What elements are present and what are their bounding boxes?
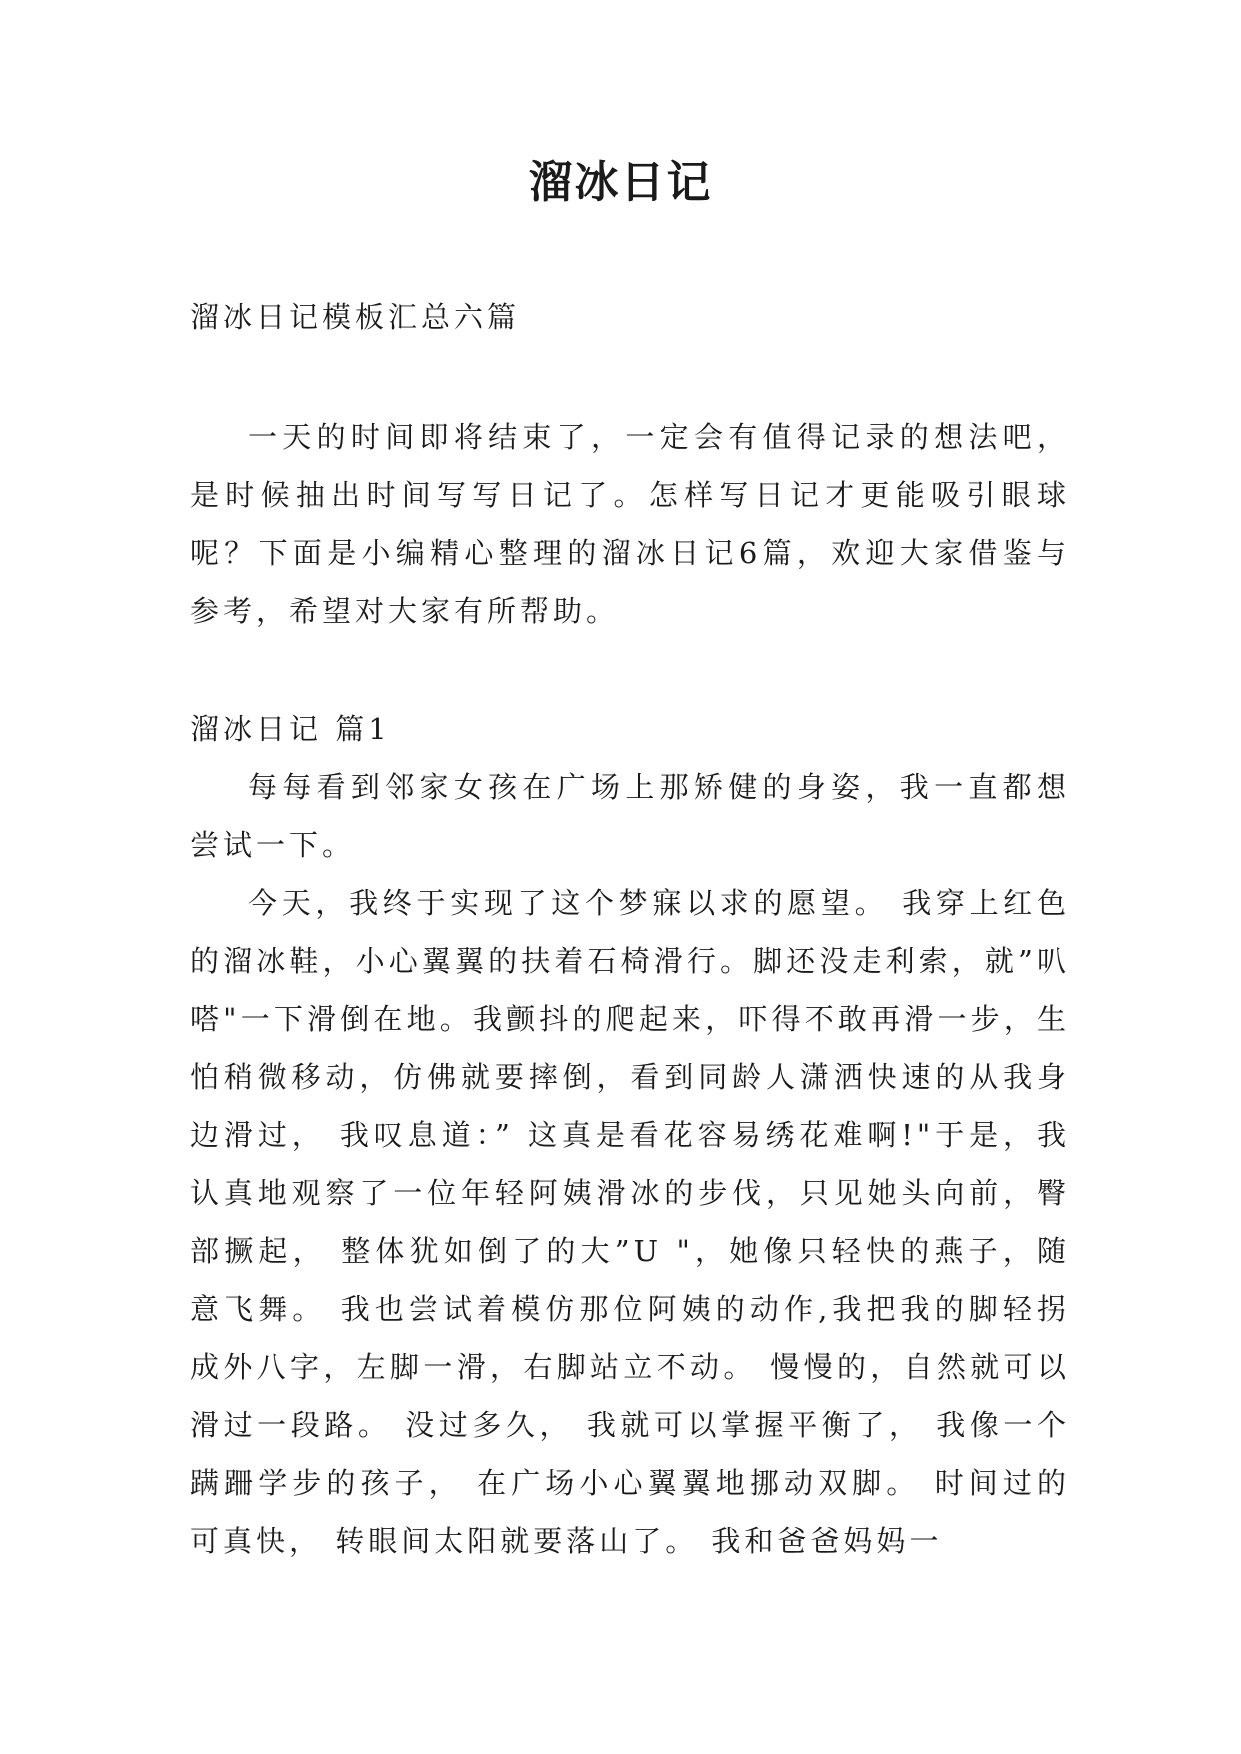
body-paragraph: 今天，我终于实现了这个梦寐以求的愿望。 我穿上红色的溜冰鞋，小心翼翼的扶着石椅滑行。脚还没走利索，就”叭嗒"一下滑倒在地。我颤抖的爬起来，吓得不敢再滑一步，生怕稍微移动，仿佛就要摔倒，看到同龄人潇洒快速的从我身边滑过， 我叹息道：” 这真是看花容易绣花难啊!"于是，我认真地观察了一位年轻阿姨滑冰的步伐，只见她头向前，臀部撅起， 整体犹如倒了的大”U "，她像只轻快的燕子，随意飞舞。 我也尝试着模仿那位阿姨的动作,我把我的脚轻拐成外八字，左脚一滑，右脚站立不动。 慢慢的，自然就可以滑过一段路。 没过多久， 我就可以掌握平衡了， 我像一个蹒跚学步的孩子， 在广场小心翼翼地挪动双脚。 时间过的可真快， 转眼间太阳就要落山了。 我和爸爸妈妈一 — [190, 886, 1070, 1558]
section-body — [190, 758, 1070, 1570]
document-subtitle: 溜冰日记模板汇总六篇 — [190, 300, 521, 334]
body-paragraph: 每每看到邻家女孩在广场上那矫健的身姿，我一直都想尝试一下。 — [190, 770, 1070, 862]
intro-paragraph: 一天的时间即将结束了，一定会有值得记录的想法吧，是时候抽出时间写写日记了。怎样写日记才更能吸引眼球呢？下面是小编精心整理的溜冰日记6篇，欢迎大家借鉴与参考，希望对大家有所帮助。 — [190, 420, 1070, 628]
section-heading: 溜冰日记 篇1 — [190, 712, 391, 746]
document-title: 溜冰日记 — [528, 157, 713, 208]
